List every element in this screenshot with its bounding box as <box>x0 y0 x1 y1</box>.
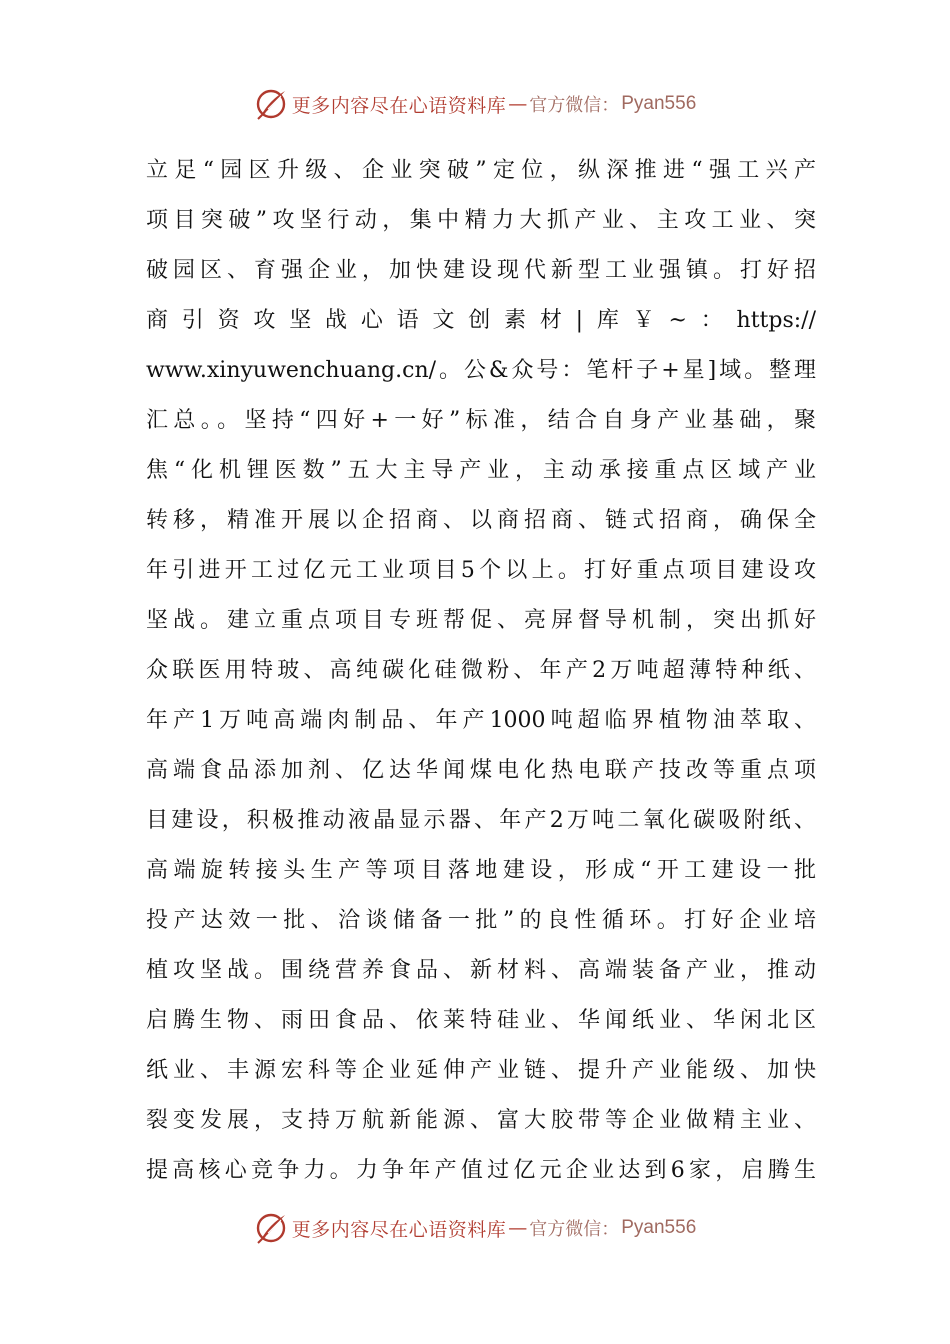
banner-wechat-label: 官方微信： <box>529 1219 620 1240</box>
text-line: 转移，精准开展以企招商、以商招商、链式招商，确保全 <box>146 508 816 533</box>
banner-wechat-id: Pyan556 <box>621 1217 697 1238</box>
text-line: 立足“园区升级、企业突破”定位，纵深推进“强工兴产 <box>146 158 816 183</box>
footer-banner <box>0 1208 950 1248</box>
text-line: 植攻坚战。围绕营养食品、新材料、高端装备产业，推动 <box>146 958 816 983</box>
text-line: 坚战。建立重点项目专班帮促、亮屏督导机制，突出抓好 <box>146 608 816 633</box>
banner-title: 更多内容尽在心语资料库 <box>291 1218 507 1241</box>
text-line: 年引进开工过亿元工业项目5个以上。打好重点项目建设攻 <box>146 558 816 583</box>
text-line: 纸业、丰源宏科等企业延伸产业链、提升产业能级、加快 <box>146 1058 816 1083</box>
text-line: www.xinyuwenchuang.cn/。公&众号：笔杆子+星]域。整理 <box>146 358 816 383</box>
text-line: 提高核心竞争力。力争年产值过亿元企业达到6家，启腾生 <box>146 1158 816 1183</box>
text-line: 年产1万吨高端肉制品、年产1000吨超临界植物油萃取、 <box>146 708 816 733</box>
text-line: 高端食品添加剂、亿达华闻煤电化热电联产技改等重点项 <box>146 758 816 783</box>
text-line: 启腾生物、雨田食品、依莱特硅业、华闻纸业、华闲北区 <box>146 1008 816 1033</box>
text-line: 高端旋转接头生产等项目落地建设，形成“开工建设一批 <box>146 858 816 883</box>
text-line: 焦“化机锂医数”五大主导产业，主动承接重点区域产业 <box>146 458 816 483</box>
text-line: 汇总。。坚持“四好+一好”标准，结合自身产业基础，聚 <box>146 408 816 433</box>
text-line: 众联医用特玻、高纯碳化硅微粉、年产2万吨超薄特种纸、 <box>146 658 816 683</box>
banner-dash: — <box>508 93 528 115</box>
banner-wechat-id: Pyan556 <box>621 93 697 114</box>
quill-pen-logo-icon <box>254 87 288 121</box>
text-line: 目建设，积极推动液晶显示器、年产2万吨二氧化碳吸附纸、 <box>146 808 816 833</box>
text-line: 投产达效一批、洽谈储备一批”的良性循环。打好企业培 <box>146 908 816 933</box>
banner-title: 更多内容尽在心语资料库 <box>291 94 507 117</box>
quill-pen-logo-icon <box>254 1211 288 1245</box>
text-line: 项目突破”攻坚行动，集中精力大抓产业、主攻工业、突 <box>146 208 816 233</box>
banner-dash: — <box>508 1217 528 1239</box>
text-line: 商引资攻坚战心语文创素材|库￥~：https:// <box>146 308 816 333</box>
banner-wechat-label: 官方微信： <box>529 95 620 116</box>
body-paragraph <box>146 146 816 1196</box>
text-line: 裂变发展，支持万航新能源、富大胶带等企业做精主业、 <box>146 1108 816 1133</box>
header-banner <box>0 84 950 124</box>
text-line: 破园区、育强企业，加快建设现代新型工业强镇。打好招 <box>146 258 816 283</box>
